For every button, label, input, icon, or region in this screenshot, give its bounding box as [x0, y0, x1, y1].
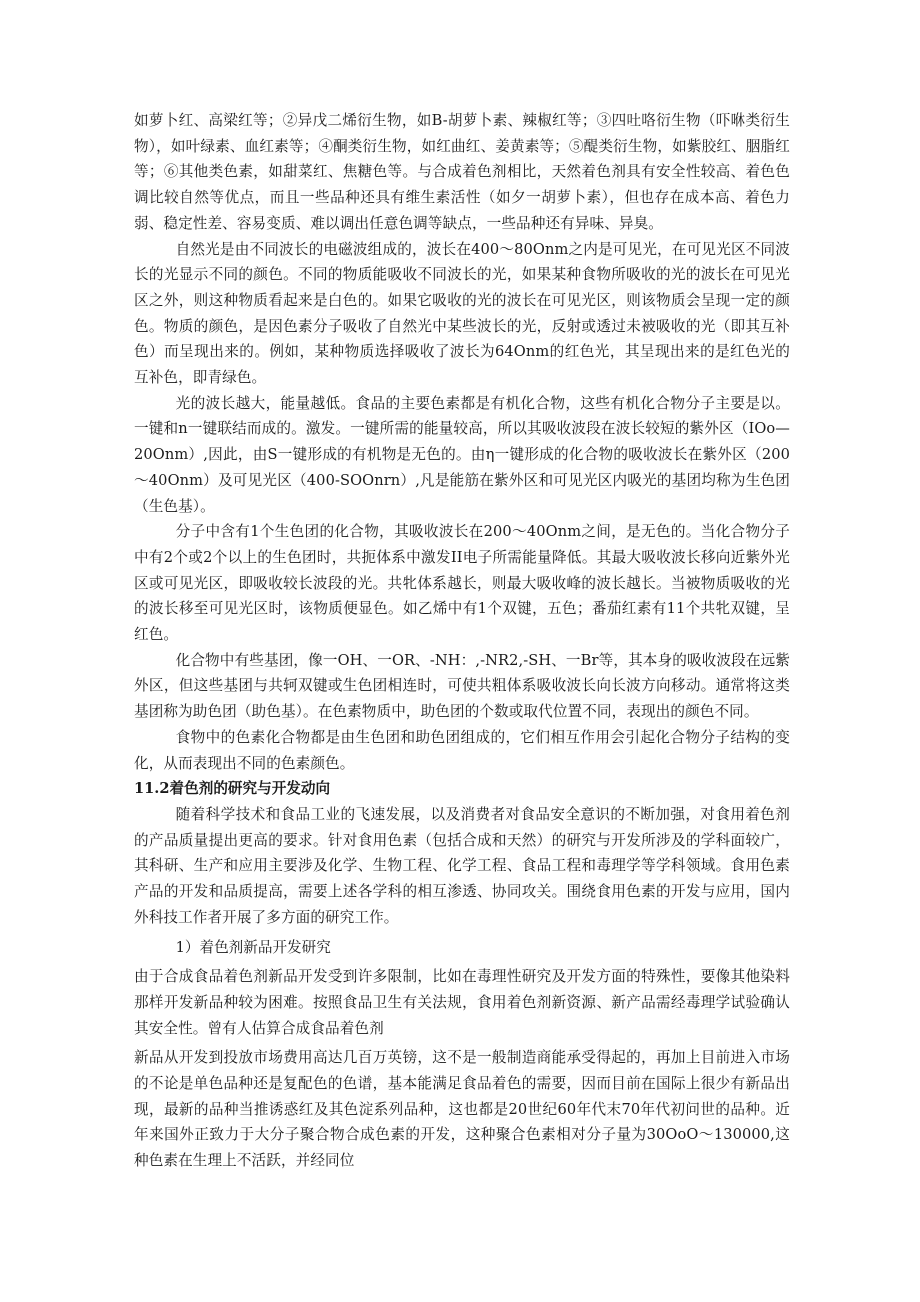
paragraph-auxochrome: 化合物中有些基团，像一OH、一OR、-NH：,-NR2,-SH、一Br等，其本身的吸收波段在远紫外区，但这些基团与共轲双键或生色团相连时，可使共粗体系吸收波长向长波方向移动。通常将这类基团称为助色团（助色基）。在色素物质中，助色团的个数或取代位置不同，表现出的颜色不同。	[134, 651, 790, 721]
paragraph-development-cost: 新品从开发到投放市场费用高达几百万英镑，这不是一般制造商能承受得起的，再加上目前进入市场的不论是单色品种还是复配色的色谱，基本能满足食品着色的需要，因而目前在国际上很少有新品出现，最新的品种当推诱惑红及其色淀系列品种，这也都是20世纪60年代末70年代初问世的品种。近年来国外正致力于大分子聚合物合成色素的开发，这种聚合色素相对分子量为30OoO～130000,这种色素在生理上不活跃，并经同位	[134, 1049, 790, 1170]
paragraph-chromophore: 分子中含有1个生色团的化合物，其吸收波长在200～40Onm之间，是无色的。当化合物分子中有2个或2个以上的生色团时，共扼体系中激发II电子所需能量降低。其最大吸收波长移向近紫外光区或可见光区，即吸收较长波段的光。共牝体系越长，则最大吸收峰的波长越长。当被物质吸收的光的波长移至可见光区时，该物质便显色。如乙烯中有1个双键，五色；番茄红素有11个共牝双键，呈红色。	[134, 523, 790, 644]
paragraph-wavelength-energy: 光的波长越大，能量越低。食品的主要色素都是有机化合物，这些有机化合物分子主要是以。一键和n一键联结而成的。激发。一键所需的能量较高，所以其吸收波段在波长较短的紫外区（IOo—20Onm）,因此，由S一键形成的有机物是无色的。由η一键形成的化合物的吸收波长在紫外区（200～40Onm）及可见光区（400-SOOnrn）,凡是能筋在紫外区和可见光区内吸光的基团均称为生色团（生色基）。	[134, 394, 790, 515]
document-page	[134, 108, 790, 1174]
paragraph-development-limits: 由于合成食品着色剂新品开发受到许多限制，比如在毒理性研究及开发方面的特殊性，要像其他染料那样开发新品种较为困难。按照食品卫生有关法规，食用着色剂新资源、新产品需经毒理学试验确认其安全性。曾有人估算合成食品着色剂	[134, 968, 790, 1037]
paragraph-natural-colorant-classes: 如萝卜红、高梁红等；②异戊二烯衍生物，如B-胡萝卜素、辣椒红等；③四吐咯衍生物（吓咻类衍生物），如叶绿素、血红素等；④酮类衍生物，如红曲红、姜黄素等；⑤醍类衍生物，如紫胶红、胭脂红等；⑥其他类色素，如甜菜红、焦糖色等。与合成着色剂相比，天然着色剂具有安全性较高、着色色调比较自然等优点，而且一些品种还具有维生素活性（如夕一胡萝卜素），但也存在成本高、着色力弱、稳定性差、容易变质、难以调出任意色调等缺点，一些品种还有异味、异臭。	[134, 112, 790, 232]
list-item-new-product-research: 1）着色剂新品开发研究	[175, 938, 331, 956]
section-heading: 11.2着色剂的研究与开发动向	[134, 780, 331, 798]
paragraph-section-intro: 随着科学技术和食品工业的飞速发展，以及消费者对食品安全意识的不断加强，对食用着色剂的产品质量提出更高的要求。针对食用色素（包括合成和天然）的研究与开发所涉及的学科面较广，其科研、生产和应用主要涉及化学、生物工程、化学工程、食品工程和毒理学等学科领域。食用色素产品的开发和品质提高，需要上述各学科的相互渗透、协同攻关。围绕食用色素的开发与应用，国内外科技工作者开展了多方面的研究工作。	[134, 805, 790, 926]
paragraph-pigment-composition: 食物中的色素化合物都是由生色团和助色团组成的，它们相互作用会引起化合物分子结构的变化，从而表现出不同的色素颜色。	[134, 728, 790, 772]
paragraph-natural-light: 自然光是由不同波长的电磁波组成的，波长在400～80Onm之内是可见光，在可见光区不同波长的光显示不同的颜色。不同的物质能吸收不同波长的光，如果某种食物所吸收的光的波长在可见光区之外，则这种物质看起来是白色的。如果它吸收的光的波长在可见光区，则该物质会呈现一定的颜色。物质的颜色，是因色素分子吸收了自然光中某些波长的光，反射或透过未被吸收的光（即其互补色）而呈现出来的。例如，某种物质选择吸收了波长为64Onm的红色光，其呈现出来的是红色光的互补色，即青绿色。	[134, 240, 790, 387]
